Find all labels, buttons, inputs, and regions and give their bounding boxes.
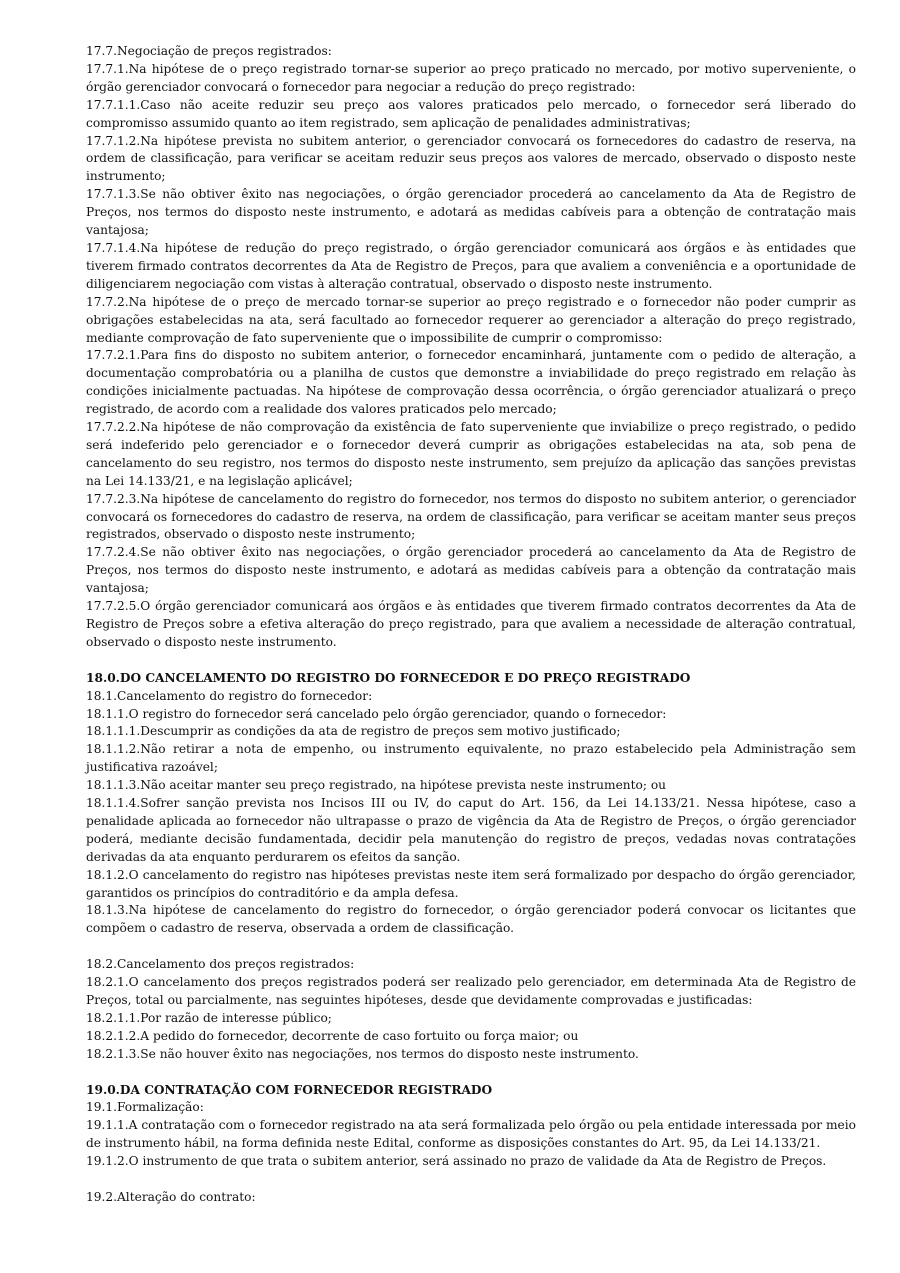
section-18	[86, 670, 856, 1064]
paragraph: 19.1.2.O instrumento de que trata o subitem anterior, será assinado no prazo de validade da Ata de Registro de Preços.	[86, 1154, 827, 1169]
paragraph: 17.7.1.Na hipótese de o preço registrado tornar-se superior ao preço praticado no mercado, por motivo superveniente, o órgão gerenciador convocará o fornecedor para negociar a redução do preço registrado:	[86, 61, 856, 94]
paragraph: 17.7.1.1.Caso não aceite reduzir seu preço aos valores praticados pelo mercado, o fornecedor será liberado do compromisso assumido quanto ao item registrado, sem aplicação de penalidades administrativas;	[86, 97, 856, 130]
spacer	[86, 652, 856, 670]
paragraph: 19.1.1.A contratação com o fornecedor registrado na ata será formalizada pelo órgão ou pela entidade interessada por meio de instrumento hábil, na forma definida neste Edital, conforme as disposições constantes do Art. 95, da Lei 14.133/21.	[86, 1118, 856, 1151]
spacer	[86, 1171, 856, 1189]
section-heading: 18.0.DO CANCELAMENTO DO REGISTRO DO FORNECEDOR E DO PREÇO REGISTRADO	[86, 670, 691, 685]
paragraph: 17.7.1.3.Se não obtiver êxito nas negociações, o órgão gerenciador procederá ao cancelamento da Ata de Registro de Preços, nos termos do disposto neste instrumento, e adotará as medidas cabíveis para a obtenção de contratação mais vantajosa;	[86, 187, 856, 238]
paragraph: 17.7.2.4.Se não obtiver êxito nas negociações, o órgão gerenciador procederá ao cancelamento da Ata de Registro de Preços, nos termos do disposto neste instrumento, e adotará as medidas cabíveis para a obtenção da contratação mais vantajosa;	[86, 545, 856, 596]
paragraph: 18.1.1.3.Não aceitar manter seu preço registrado, na hipótese prevista neste instrumento; ou	[86, 778, 667, 793]
paragraph: 17.7.2.2.Na hipótese de não comprovação da existência de fato superveniente que inviabilize o preço registrado, o pedido será indeferido pelo gerenciador e o fornecedor deverá cumprir as obrigações estabelecidas na ata, sob pena de cancelamento do seu registro, nos termos do disposto neste instrumento, sem prejuízo da aplicação das sanções previstas na Lei 14.133/21, e na legislação aplicável;	[86, 420, 856, 488]
paragraph: 18.1.1.1.Descumprir as condições da ata de registro de preços sem motivo justificado;	[86, 724, 621, 739]
paragraph: 18.1.2.O cancelamento do registro nas hipóteses previstas neste item será formalizado por despacho do órgão gerenciador, garantidos os princípios do contraditório e da ampla defesa.	[86, 867, 856, 900]
paragraph: 18.1.1.4.Sofrer sanção prevista nos Incisos III ou IV, do caput do Art. 156, da Lei 14.133/21. Nessa hipótese, caso a penalidade aplicada ao fornecedor não ultrapasse o prazo de vigência da Ata de Registro de Preços, o órgão gerenciador poderá, mediante decisão fundamentada, decidir pela manutenção do registro de preços, vedadas novas contratações derivadas da ata enquanto perdurarem os efeitos da sanção.	[86, 796, 856, 864]
paragraph: 17.7.Negociação de preços registrados:	[86, 44, 332, 58]
paragraph: 17.7.1.2.Na hipótese prevista no subitem anterior, o gerenciador convocará os fornecedores do cadastro de reserva, na ordem de classificação, para verificar se aceitam reduzir seus preços aos valores de mercado, observado o disposto neste instrumento;	[86, 133, 856, 184]
paragraph: 17.7.1.4.Na hipótese de redução do preço registrado, o órgão gerenciador comunicará aos órgãos e às entidades que tiverem firmado contratos decorrentes da Ata de Registro de Preços, para que avaliem a conveniência e a oportunidade de diligenciarem negociação com vistas à alteração contratual, observado o disposto neste instrumento.	[86, 240, 856, 291]
paragraph: 19.2.Alteração do contrato:	[86, 1189, 256, 1204]
paragraph: 18.1.Cancelamento do registro do fornecedor:	[86, 688, 373, 703]
section-17-7	[86, 43, 856, 652]
paragraph: 18.1.1.O registro do fornecedor será cancelado pelo órgão gerenciador, quando o fornecedor:	[86, 706, 667, 721]
paragraph: 18.2.1.2.A pedido do fornecedor, decorrente de caso fortuito ou força maior; ou	[86, 1028, 579, 1043]
paragraph: 18.1.3.Na hipótese de cancelamento do registro do fornecedor, o órgão gerenciador poderá convocar os licitantes que compõem o cadastro de reserva, observada a ordem de classificação.	[86, 903, 856, 936]
paragraph: 19.1.Formalização:	[86, 1100, 204, 1115]
spacer	[86, 1064, 856, 1082]
section-19	[86, 1082, 856, 1207]
paragraph: 17.7.2.1.Para fins do disposto no subitem anterior, o fornecedor encaminhará, juntamente com o pedido de alteração, a documentação comprobatória ou a planilha de custos que demonstre a inviabilidade do preço registrado em relação às condições inicialmente pactuadas. Na hipótese de comprovação dessa ocorrência, o órgão gerenciador atualizará o preço registrado, de acordo com a realidade dos valores praticados pelo mercado;	[86, 348, 856, 417]
spacer	[86, 938, 856, 956]
paragraph: 18.2.1.1.Por razão de interesse público;	[86, 1010, 332, 1025]
paragraph: 18.2.1.O cancelamento dos preços registrados poderá ser realizado pelo gerenciador, em determinada Ata de Registro de Preços, total ou parcialmente, nas seguintes hipóteses, desde que devidamente comprovadas e justificadas:	[86, 975, 856, 1007]
paragraph: 18.2.Cancelamento dos preços registrados:	[86, 957, 355, 972]
paragraph: 18.1.1.2.Não retirar a nota de empenho, ou instrumento equivalente, no prazo estabelecido pela Administração sem justificativa razoável;	[86, 742, 856, 775]
paragraph: 17.7.2.3.Na hipótese de cancelamento do registro do fornecedor, nos termos do disposto no subitem anterior, o gerenciador convocará os fornecedores do cadastro de reserva, na ordem de classificação, para verificar se aceitam manter seus preços registrados, observado o disposto neste instrumento;	[86, 491, 856, 542]
document-page	[86, 43, 856, 1207]
section-heading: 19.0.DA CONTRATAÇÃO COM FORNECEDOR REGISTRADO	[86, 1082, 493, 1097]
paragraph: 17.7.2.5.O órgão gerenciador comunicará aos órgãos e às entidades que tiverem firmado contratos decorrentes da Ata de Registro de Preços sobre a efetiva alteração do preço registrado, para que avaliem a necessidade de alteração contratual, observado o disposto neste instrumento.	[86, 599, 856, 649]
paragraph: 18.2.1.3.Se não houver êxito nas negociações, nos termos do disposto neste instrumento.	[86, 1046, 639, 1061]
paragraph: 17.7.2.Na hipótese de o preço de mercado tornar-se superior ao preço registrado e o fornecedor não poder cumprir as obrigações estabelecidas na ata, será facultado ao fornecedor requerer ao gerenciador a alteração do preço registrado, mediante comprovação de fato superveniente que o impossibilite de cumprir o compromisso:	[86, 294, 856, 345]
